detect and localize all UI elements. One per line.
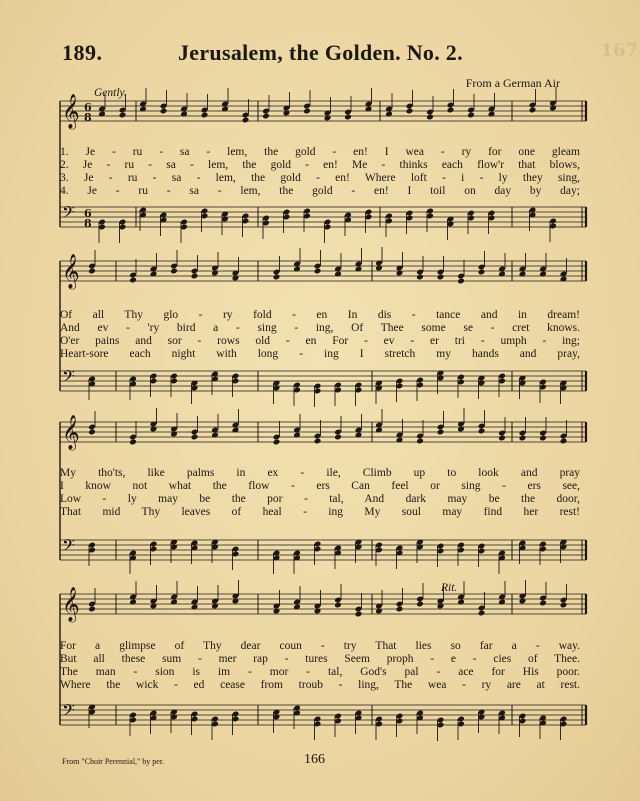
note-head — [160, 108, 168, 115]
note-head — [560, 602, 568, 609]
note-head — [447, 107, 455, 114]
note-head — [478, 269, 486, 276]
note-head — [273, 274, 281, 281]
bleed-through-page-number: 167 — [600, 40, 638, 61]
lyric-line: 2. Je - ru - sa - lem, the gold - en! Me - thinks each flow'r that blows, — [60, 159, 580, 171]
lyric-line: But all these sum - mer rap - tures Seem proph - e - cies of Thee. — [60, 653, 580, 665]
note-head — [88, 606, 96, 613]
lyric-line: Heart-sore each night with long - ing I stretch my hands and pray, — [60, 348, 580, 360]
note-head — [437, 429, 445, 436]
note-head — [88, 429, 96, 436]
note-head — [416, 438, 424, 445]
treble-clef: 𝄞 — [62, 587, 80, 622]
note-head — [314, 438, 322, 445]
lyric-line: My tho'ts, like palms in ex - ile, Climb up to look and pray — [60, 467, 580, 479]
lyric-line: Where the wick - ed cease from troub - ling, The wea - ry are at rest. — [60, 679, 580, 691]
note-head — [344, 114, 352, 121]
tune-credit: From a German Air — [465, 76, 560, 90]
lyric-line: Of all Thy glo - ry fold - en In dis - tance and in dream! — [60, 309, 580, 321]
note-head — [416, 601, 424, 608]
note-head — [170, 268, 178, 275]
note-head — [529, 107, 537, 114]
note-head — [457, 278, 465, 285]
lyric-line: The man - sion is im - mor - tal, God's pal - ace for His poor. — [60, 666, 580, 678]
note-head — [498, 435, 506, 442]
note-head — [426, 114, 434, 121]
note-head — [355, 611, 363, 618]
lyric-line: For a glimpse of Thy dear coun - try That lies so far a - way. — [60, 640, 580, 652]
note-head — [262, 113, 270, 120]
note-head — [406, 108, 414, 115]
note-head — [334, 602, 342, 609]
treble-clef: 𝄞 — [62, 94, 80, 129]
note-head — [314, 268, 322, 275]
note-head — [437, 274, 445, 281]
treble-clef: 𝄞 — [62, 415, 80, 450]
note-head — [201, 112, 209, 119]
ritardando-marking: Rit. — [441, 582, 458, 594]
bass-clef: 𝄢 — [62, 202, 75, 226]
note-head — [539, 435, 547, 442]
time-signature-top: 6 — [84, 207, 92, 220]
lyric-line: O'er pains and sor - rows old - en For - ev - er tri - umph - ing; — [60, 335, 580, 347]
lyric-line: 3. Je - ru - sa - lem, the gold - en! Where loft - i - ly they sing, — [60, 172, 580, 184]
lyric-line: I know not what the flow - ers Can feel or sing - ers see, — [60, 480, 580, 492]
lyric-line: That mid Thy leaves of heal - ing My soul may find her rest! — [60, 506, 580, 518]
note-head — [88, 268, 96, 275]
note-head — [478, 610, 486, 617]
note-head — [273, 439, 281, 446]
bass-clef: 𝄢 — [62, 535, 75, 559]
treble-clef: 𝄞 — [62, 254, 80, 289]
note-head — [560, 438, 568, 445]
note-head — [303, 108, 311, 115]
page-number: 166 — [304, 752, 325, 767]
bass-clef: 𝄢 — [62, 700, 75, 724]
note-head — [119, 112, 127, 119]
lyric-line: 1. Je - ru - sa - lem, the gold - en! I wea - ry for one gleam — [60, 146, 580, 158]
time-signature-bottom: 8 — [84, 111, 92, 124]
time-signature-top: 6 — [84, 101, 92, 114]
note-head — [334, 434, 342, 441]
note-head — [539, 600, 547, 607]
note-head — [519, 435, 527, 442]
note-head — [396, 606, 404, 613]
note-head — [478, 428, 486, 435]
note-head — [129, 277, 137, 284]
note-head — [242, 117, 250, 124]
lyric-line: Low - ly may be the por - tal, And dark may be the door, — [60, 493, 580, 505]
note-head — [191, 434, 199, 441]
note-head — [129, 439, 137, 446]
note-head — [467, 112, 475, 119]
note-head — [191, 273, 199, 280]
tempo-marking: Gently. — [94, 87, 127, 99]
time-signature-bottom: 8 — [84, 217, 92, 230]
note-head — [416, 274, 424, 281]
lyric-line: 4. Je - ru - sa - lem, the gold - en! I toil on day by day; — [60, 185, 580, 197]
hymn-title: Jerusalem, the Golden. No. 2. — [178, 40, 463, 65]
hymn-number: 189. — [62, 40, 103, 65]
lyric-line: And ev - 'ry bird a - sing - ing, Of Thee some se - cret knows. — [60, 322, 580, 334]
bass-clef: 𝄢 — [62, 366, 75, 390]
source-footnote: From "Choir Perennial," by per. — [62, 757, 165, 766]
